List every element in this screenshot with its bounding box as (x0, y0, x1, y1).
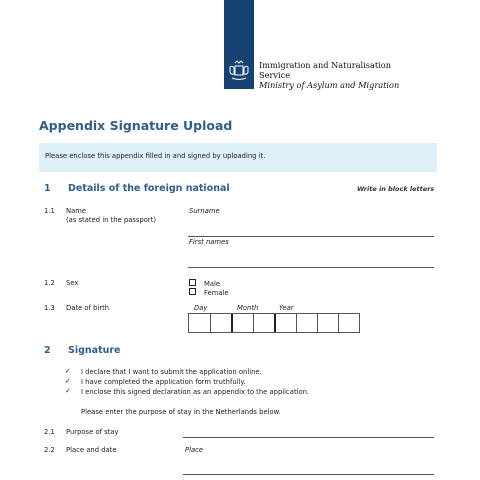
declaration-1: I declare that I want to submit the application online. (81, 368, 262, 376)
purpose-instruction: Please enter the purpose of stay in the Netherlands below. (81, 408, 281, 416)
place-field[interactable] (183, 474, 434, 475)
page-title: Appendix Signature Upload (39, 118, 233, 133)
dob-label: Date of birth (66, 304, 110, 312)
dob-cell-divider (210, 314, 211, 332)
org-line-1: Immigration and Naturalisation (259, 60, 391, 70)
name-sublabel: (as stated in the passport) (66, 216, 157, 224)
month-label: Month (237, 304, 259, 312)
place-date-label: Place and date (66, 446, 117, 454)
checkmark-icon: ✓ (65, 387, 71, 395)
male-option-label: Male (204, 280, 221, 288)
first-names-field[interactable] (188, 267, 434, 268)
purpose-of-stay-field[interactable] (183, 437, 434, 438)
row-2-2-number: 2.2 (44, 446, 55, 454)
dob-group-divider (231, 314, 233, 332)
name-label: Name (66, 207, 87, 215)
checkmark-icon: ✓ (65, 377, 71, 385)
section-1-title: Details of the foreign national (68, 183, 230, 194)
ministry-name: Ministry of Asylum and Migration (259, 80, 400, 90)
declaration-2: I have completed the application form truthfully. (81, 378, 246, 386)
dob-cell-divider (317, 314, 318, 332)
sex-label: Sex (66, 279, 79, 287)
row-1-2-number: 1.2 (44, 279, 55, 287)
row-1-3-number: 1.3 (44, 304, 55, 312)
first-names-label: First names (189, 238, 229, 246)
section-2-number: 2 (44, 345, 51, 356)
date-of-birth-field[interactable] (188, 313, 360, 333)
row-1-1-number: 1.1 (44, 207, 55, 215)
place-label: Place (185, 446, 204, 454)
logo-bar (224, 0, 254, 89)
row-2-1-number: 2.1 (44, 428, 55, 436)
dob-cell-divider (338, 314, 339, 332)
organisation-name (259, 60, 399, 90)
declaration-3: I enclose this signed declaration as an appendix to the application. (81, 388, 310, 396)
purpose-label: Purpose of stay (66, 428, 119, 436)
surname-label: Surname (189, 207, 220, 215)
female-option-label: Female (204, 289, 229, 297)
section-2-title: Signature (68, 345, 121, 356)
checkmark-icon: ✓ (65, 367, 71, 375)
coat-of-arms-icon (226, 57, 252, 83)
dob-cell-divider (253, 314, 254, 332)
org-line-2: Service (259, 70, 291, 80)
info-banner (39, 143, 437, 172)
year-label: Year (279, 304, 294, 312)
day-label: Day (194, 304, 208, 312)
surname-field[interactable] (188, 236, 434, 237)
block-letters-note: Write in block letters (357, 185, 435, 193)
female-checkbox[interactable] (189, 288, 196, 295)
dob-cell-divider (296, 314, 297, 332)
banner-text: Please enclose this appendix filled in and signed by uploading it. (45, 152, 266, 160)
section-1-number: 1 (44, 183, 51, 194)
male-checkbox[interactable] (189, 279, 196, 286)
dob-group-divider (274, 314, 276, 332)
